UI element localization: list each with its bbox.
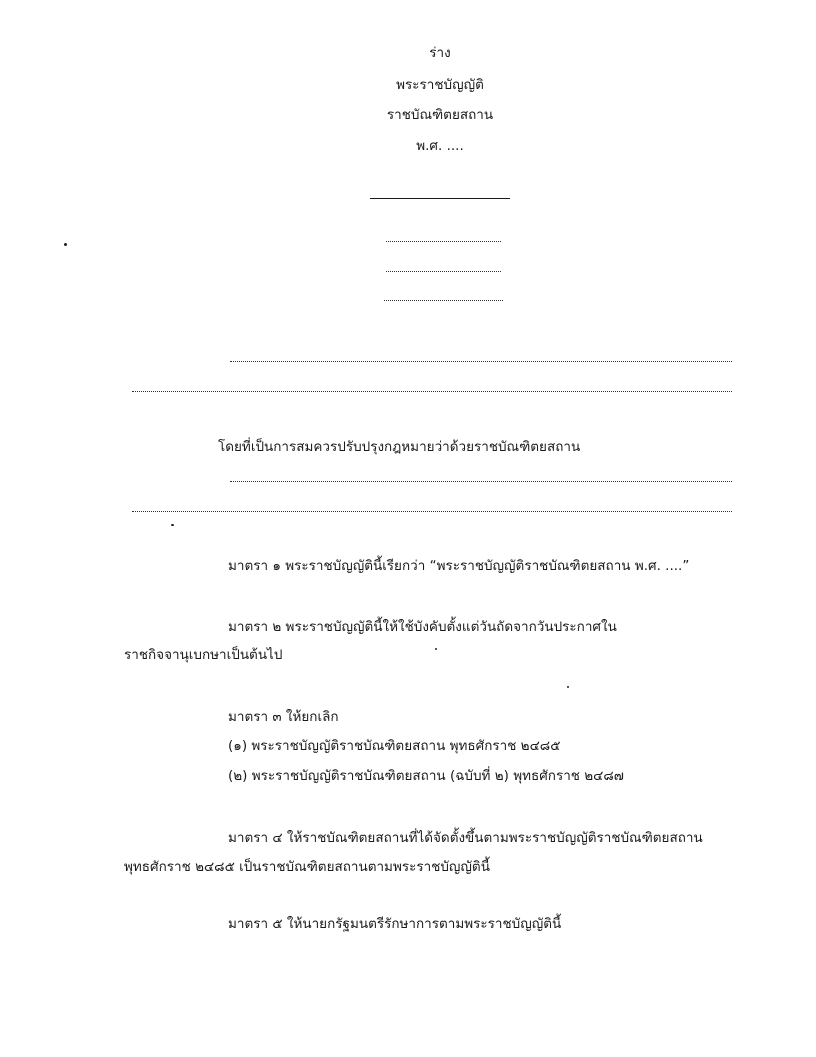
scan-speck <box>567 686 569 688</box>
section-5: มาตรา ๕ ให้นายกรัฐมนตรีรักษาการตามพระราชบัญญัตินี้ <box>228 916 562 932</box>
long-dotted-line <box>132 511 732 512</box>
draft-label: ร่าง <box>429 45 451 61</box>
section-3-title: มาตรา ๓ ให้ยกเลิก <box>228 709 339 725</box>
section-3-item-1: (๑) พระราชบัญญัติราชบัณฑิตยสถาน พุทธศักราช ๒๔๘๕ <box>228 738 561 754</box>
preamble-text: โดยที่เป็นการสมควรปรับปรุงกฎหมายว่าด้วยราชบัณฑิตยสถาน <box>218 439 581 455</box>
scan-speck <box>435 648 437 650</box>
section-3-item-2: (๒) พระราชบัญญัติราชบัณฑิตยสถาน (ฉบับที่ ๒) พุทธศักราช ๒๔๘๗ <box>228 768 624 784</box>
long-dotted-line <box>132 391 732 392</box>
section-1: มาตรา ๑ พระราชบัญญัตินี้เรียกว่า “พระราชบัญญัติราชบัณฑิตยสถาน พ.ศ. ....” <box>228 558 690 574</box>
short-dotted-line <box>386 241 501 242</box>
scan-speck <box>171 524 174 526</box>
year-label: พ.ศ. .... <box>416 138 464 154</box>
short-dotted-line <box>384 300 503 301</box>
header-divider <box>370 198 510 199</box>
section-4-line-1: มาตรา ๔ ให้ราชบัณฑิตยสถานที่ได้จัดตั้งขึ้นตามพระราชบัญญัติราชบัณฑิตยสถาน <box>228 830 703 846</box>
act-name: ราชบัณฑิตยสถาน <box>386 107 494 123</box>
short-dotted-line <box>386 271 501 272</box>
section-2-line-1: มาตรา ๒ พระราชบัญญัตินี้ให้ใช้บังคับตั้งแต่วันถัดจากวันประกาศใน <box>228 619 617 635</box>
long-dotted-line <box>230 361 732 362</box>
scan-speck <box>64 243 67 246</box>
long-dotted-line <box>230 481 732 482</box>
section-4-line-2: พุทธศักราช ๒๔๘๕ เป็นราชบัณฑิตยสถานตามพระราชบัญญัตินี้ <box>124 859 490 875</box>
act-label: พระราชบัญญัติ <box>396 77 484 93</box>
section-2-line-2: ราชกิจจานุเบกษาเป็นต้นไป <box>124 647 283 663</box>
